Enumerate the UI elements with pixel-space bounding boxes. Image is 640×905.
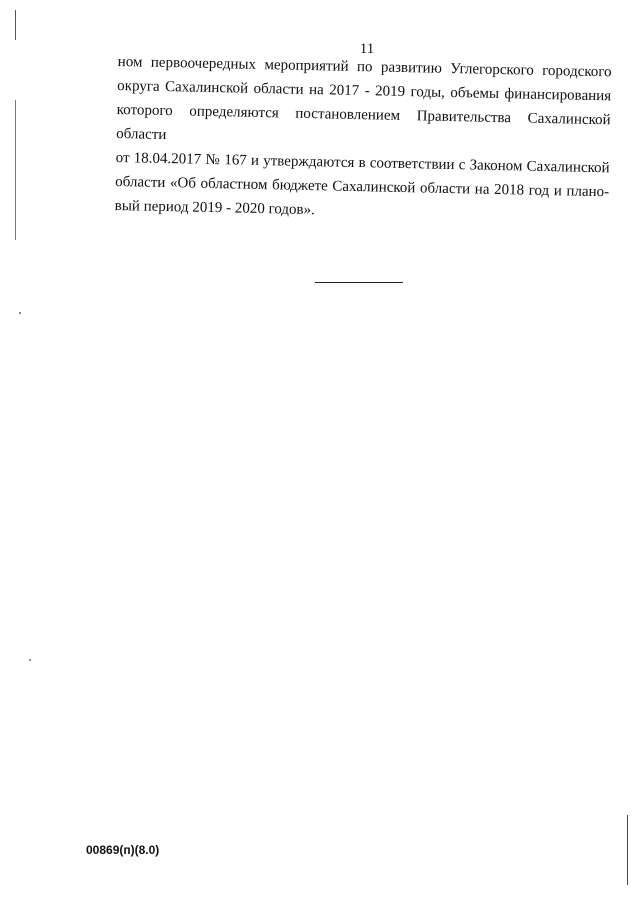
page-number: 11 bbox=[359, 41, 375, 57]
scan-margin-mark bbox=[15, 10, 16, 40]
text-line: от 18.04.2017 № 167 и утверждаются в соответствии с Законом Сахалинской bbox=[115, 149, 610, 177]
text-line: округа Сахалинской области на 2017 - 2019 годы, объемы финансирования bbox=[117, 77, 612, 105]
text-line: вый период 2019 - 2020 годов». bbox=[114, 197, 316, 219]
text-line: ном первоочередных мероприятий по развитию Углегорского городского bbox=[117, 53, 612, 81]
scan-speck bbox=[29, 659, 31, 661]
scan-speck bbox=[19, 312, 21, 314]
scan-margin-mark bbox=[15, 100, 16, 240]
text-line: которого определяются постановлением Правительства Сахалинской области bbox=[116, 101, 611, 144]
scan-edge-mark bbox=[627, 815, 628, 885]
document-code: 00869(п)(8.0) bbox=[86, 843, 160, 857]
body-paragraph bbox=[114, 50, 611, 228]
text-line: области «Об областном бюджете Сахалинской области на 2018 год и плано- bbox=[115, 173, 610, 201]
end-separator-line bbox=[315, 282, 403, 283]
